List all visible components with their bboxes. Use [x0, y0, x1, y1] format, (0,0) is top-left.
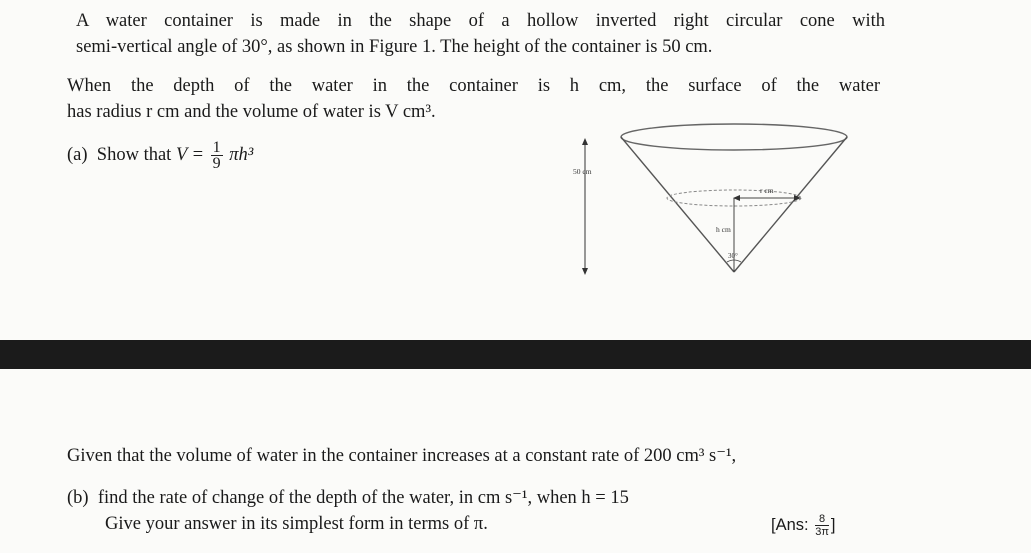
- height-label: 50 cm: [573, 167, 592, 176]
- part-a-frac-num: 1: [212, 139, 221, 156]
- intro-line-1: A water container is made in the shape of a hollow inverted right circular cone with: [76, 11, 885, 31]
- radius-label: r cm: [760, 186, 774, 195]
- part-b-label: (b): [67, 488, 89, 508]
- angle-label: 30°: [728, 252, 738, 260]
- answer: [771, 513, 836, 538]
- cone-rim: [621, 124, 847, 150]
- given-rate: Given that the volume of water in the container increases at a constant rate of 200 cm³ s⁻¹,: [67, 446, 737, 466]
- para2-line-2: has radius r cm and the volume of water is V cm³.: [67, 102, 436, 122]
- part-a-label: (a): [67, 144, 88, 165]
- part-a-frac-den: 9: [212, 155, 221, 172]
- answer-prefix: [Ans:: [771, 515, 809, 534]
- part-b-line-2: Give your answer in its simplest form in terms of π.: [105, 514, 488, 534]
- cone-right-edge: [734, 137, 847, 272]
- redaction-band: [0, 340, 1031, 369]
- answer-suffix: ]: [830, 515, 836, 534]
- depth-label: h cm: [716, 225, 731, 234]
- answer-den: 3π: [815, 526, 829, 538]
- intro-line-2: semi-vertical angle of 30°, as shown in Figure 1. The height of the container is 50 cm.: [76, 37, 713, 57]
- part-a-text: Show that: [96, 144, 172, 165]
- cone-left-edge: [621, 137, 734, 272]
- para2-line-1: When the depth of the water in the container is h cm, the surface of the water: [67, 76, 880, 96]
- part-b-line-1: [67, 485, 629, 511]
- part-a-rhs: πh³: [229, 144, 254, 165]
- part-b-text: find the rate of change of the depth of the water, in cm s⁻¹, when h = 15: [97, 488, 629, 508]
- part-a-lhs: V =: [175, 144, 205, 165]
- answer-fraction: [815, 513, 829, 538]
- answer-num: 8: [815, 513, 829, 526]
